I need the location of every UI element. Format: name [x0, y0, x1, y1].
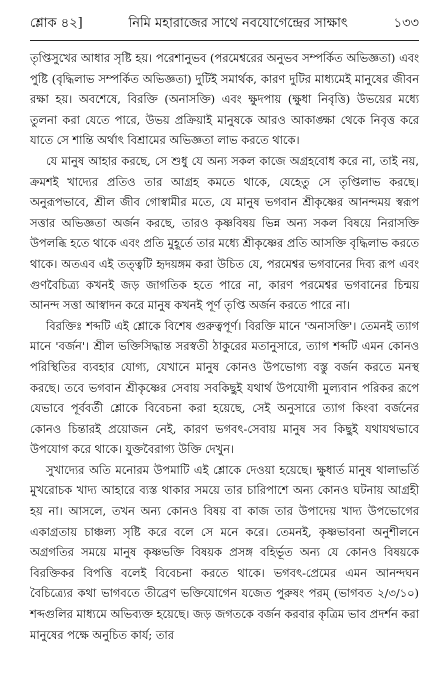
page-number: ১৩৩ — [393, 16, 419, 31]
running-header — [30, 0, 419, 35]
paragraph-2: যে মানুষ আহার করছে, সে শুধু যে অন্য সকল কাজে অগ্রহবোধ করে না, তাই নয়, ক্রমশই খাদ্যের প্রতিও তার আগ্রহ কমতে থাকে, যেহেতু সে তৃপ্তিলাভ করছে। অনুরূপভাবে, শ্রীল জীব গোস্বামীর মতে, যে মানুষ ভগবান শ্রীকৃষ্ণের আনন্দময় স্বরূপ সত্তার অভিজ্ঞতা অর্জন করছে, তারও কৃষ্ণবিষয় ভিন্ন অন্য সকল বিষয়ে নিরাসক্তি উপলব্ধি হতে থাকে এবং প্রতি মুহূর্তে তার মধ্যে শ্রীকৃষ্ণের প্রতি আসক্তি বৃদ্ধিলাভ করতে থাকে। অতএব এই তত্ত্বটি হৃদয়ঙ্গম করা উচিত যে, পরমেশ্বর ভগবানের দিব্য রূপ এবং গুণবৈচিত্র্য কখনই জড় জাগতিক হতে পারে না, কারণ পরমেশ্বর ভগবানের চিন্ময় আনন্দ সত্তা আস্বাদন করে মানুষ কখনই পূর্ণ তৃপ্তি অর্জন করতে পারে না। — [30, 153, 419, 313]
paragraph-4: সুখাদ্যের অতি মনোরম উপমাটি এই শ্লোকে দেওয়া হয়েছে। ক্ষুধার্ত মানুষ থালাভর্তি মুখরোচক খাদ্য আহারে ব্যস্ত থাকার সময়ে তার চারিপাশে অন্য কোনও ঘটনায় আগ্রহী হয় না। আসলে, তখন অন্য কোনও বিষয় বা কাজ তার উপাদেয় খাদ্য উপভোগের একাগ্রতায় চাঞ্চল্য সৃষ্টি করে বলে সে মনে করে। তেমনই, কৃষ্ণভাবনা অনুশীলনে অগ্রগতির সময়ে মানুষ কৃষ্ণভক্তি বিষয়ক প্রসঙ্গ বহির্ভূত অন্য যে কোনও বিষয়কে বিরক্তিকর বিপত্তি বলেই বিবেচনা করতে থাকে। ভগবৎ-প্রেমের এমন আনন্দঘন বৈচিত্র্যের কথা ভাগবতে তীব্রেণ ভক্তিযোগেন যজেত পুরুষং পরম্ (ভাগবত ২/৩/১০) শব্দগুলির মাধ্যমে অভিব্যক্ত হয়েছে। জড় জগতকে বর্জন করবার কৃত্রিম ভাব প্রদর্শন করা মানুষের পক্ষে অনুচিত কার্য; তার — [30, 462, 419, 642]
verse-reference: শ্লোক ৪২] — [30, 16, 83, 31]
header-rule — [30, 40, 419, 41]
chapter-title: নিমি মহারাজের সাথে নবযোগেন্দ্রের সাক্ষাৎ — [128, 16, 348, 31]
paragraph-3: বিরক্তিঃ শব্দটি এই শ্লোকে বিশেষ গুরুত্বপূর্ণ। বিরক্তি মানে 'অনাসক্তি'। তেমনই ত্যাগ মানে 'বর্জন'। শ্রীল ভক্তিসিদ্ধান্ত সরস্বতী ঠাকুরের মতানুসারে, ত্যাগ শব্দটি এমন কোনও পরিস্থিতির ব্যবহার যোগ্য, যেখানে মানুষ কোনও উপভোগ্য বস্তু বর্জন করতে মনস্থ করছে। তবে ভগবান শ্রীকৃষ্ণের সেবায় সবকিছুই যথার্থ উপযোগী মুল্যবান পরিকর রূপে যেভাবে পূর্ববর্তী শ্লোকে বিবেচনা করা হয়েছে, সেই অনুসারে ত্যাগ কিংবা বর্জনের কোনও চিন্তারই প্রয়োজন নেই, কারণ ভগবৎ-সেবায় মানুষ সব কিছুই যথাযথভাবে উপযোগ করে থাকে। যুক্তবৈরাগ্য উক্তি দেখুন। — [30, 318, 419, 457]
paragraph-1: তৃপ্তিসুখের আধার সৃষ্টি হয়। পরেশানুভব (পরমেশ্বরের অনুভব সম্পর্কিত অভিজ্ঞতা) এবং পুষ্টি (বৃদ্ধিলাভ সম্পর্কিত অভিজ্ঞতা) দুটিই সমার্থক, কারণ দুটির মাধ্যমেই মানুষের জীবন রক্ষা হয়। অবশেষে, বিরক্তি (অনাসক্তি) এবং ক্ষুদপায় (ক্ষুধা নিবৃত্তি) উভয়ের মধ্যে তুলনা করা যেতে পারে, উভয় প্রক্রিয়াই মানুষকে আরও আকাঙ্ক্ষা থেকে নিবৃত্ত করে যাতে সে শান্তি অর্থাৎ বিশ্রামের অভিজ্ঞতা লাভ করতে থাকে। — [30, 51, 419, 148]
purport-text — [30, 48, 419, 645]
